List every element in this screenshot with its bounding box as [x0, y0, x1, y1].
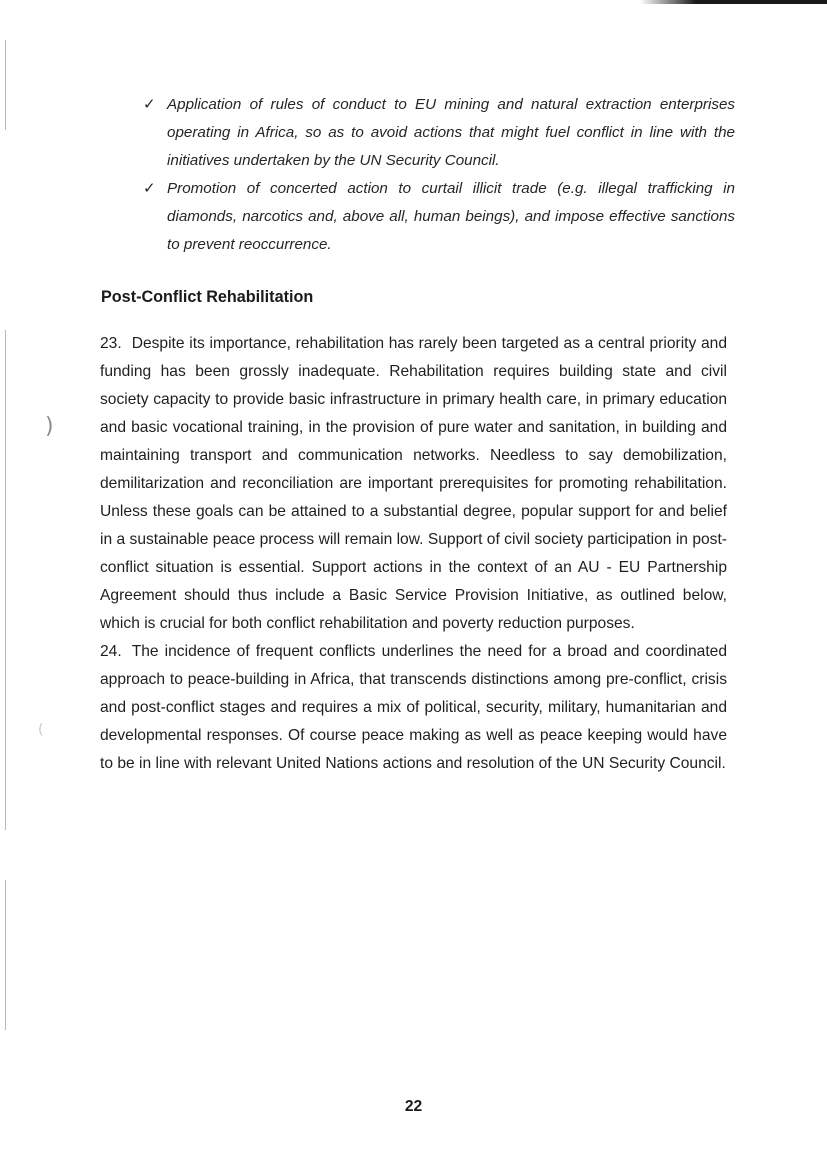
scan-left-edge-mark: [5, 330, 6, 830]
scan-left-edge-mark: [5, 40, 6, 130]
paragraph-number: 23.: [100, 335, 122, 352]
scan-top-edge-mark: [640, 0, 827, 4]
check-mark-icon: ✓: [143, 96, 156, 113]
scan-left-edge-mark: [5, 880, 6, 1030]
bullet-text: Application of rules of conduct to EU mining and natural extraction enterprises operating in Africa, so as to avoid actions that might fuel conflict in line with the initiatives undertaken by the UN Security Council.: [167, 96, 735, 169]
paragraph-text: The incidence of frequent conflicts underlines the need for a broad and coordinated approach to peace-building in Africa, that transcends distinctions among pre-conflict, crisis and post-conflict stages and requires a mix of political, security, military, humanitarian and developmental responses. Of course peace making as well as peace keeping would have to be in line with relevant United Nations actions and resolution of the UN Security Council.: [100, 643, 727, 772]
page-number: 22: [404, 1098, 423, 1115]
punch-hole-mark: (: [38, 722, 44, 738]
paragraph-23: [100, 330, 727, 638]
bullet-item: [143, 175, 735, 259]
section-heading: Post-Conflict Rehabilitation: [101, 288, 314, 306]
bullet-text: Promotion of concerted action to curtail illicit trade (e.g. illegal trafficking in diamonds, narcotics and, above all, human beings), and impose effective sanctions to prevent reoccurrence.: [167, 180, 735, 253]
body-text: [100, 330, 727, 778]
check-mark-icon: ✓: [143, 180, 156, 197]
paragraph-text: Despite its importance, rehabilitation has rarely been targeted as a central priority and funding has been grossly inadequate. Rehabilitation requires building state and civil society capacity to provide basic infrastructure in primary health care, in primary education and basic vocational training, in the provision of pure water and sanitation, in building and maintaining transport and communication networks. Needless to say demobilization, demilitarization and reconciliation are important prerequisites for promoting rehabilitation. Unless these goals can be attained to a substantial degree, popular support for and belief in a sustainable peace process will remain low. Support of civil society participation in post-conflict situation is essential. Support actions in the context of an AU - EU Partnership Agreement should thus include a Basic Service Provision Initiative, as outlined below, which is crucial for both conflict rehabilitation and poverty reduction purposes.: [100, 335, 727, 632]
punch-hole-mark: ): [45, 414, 54, 439]
paragraph-number: 24.: [100, 643, 122, 660]
bullet-list: [143, 91, 735, 259]
bullet-item: [143, 91, 735, 175]
paragraph-24: [100, 638, 727, 778]
